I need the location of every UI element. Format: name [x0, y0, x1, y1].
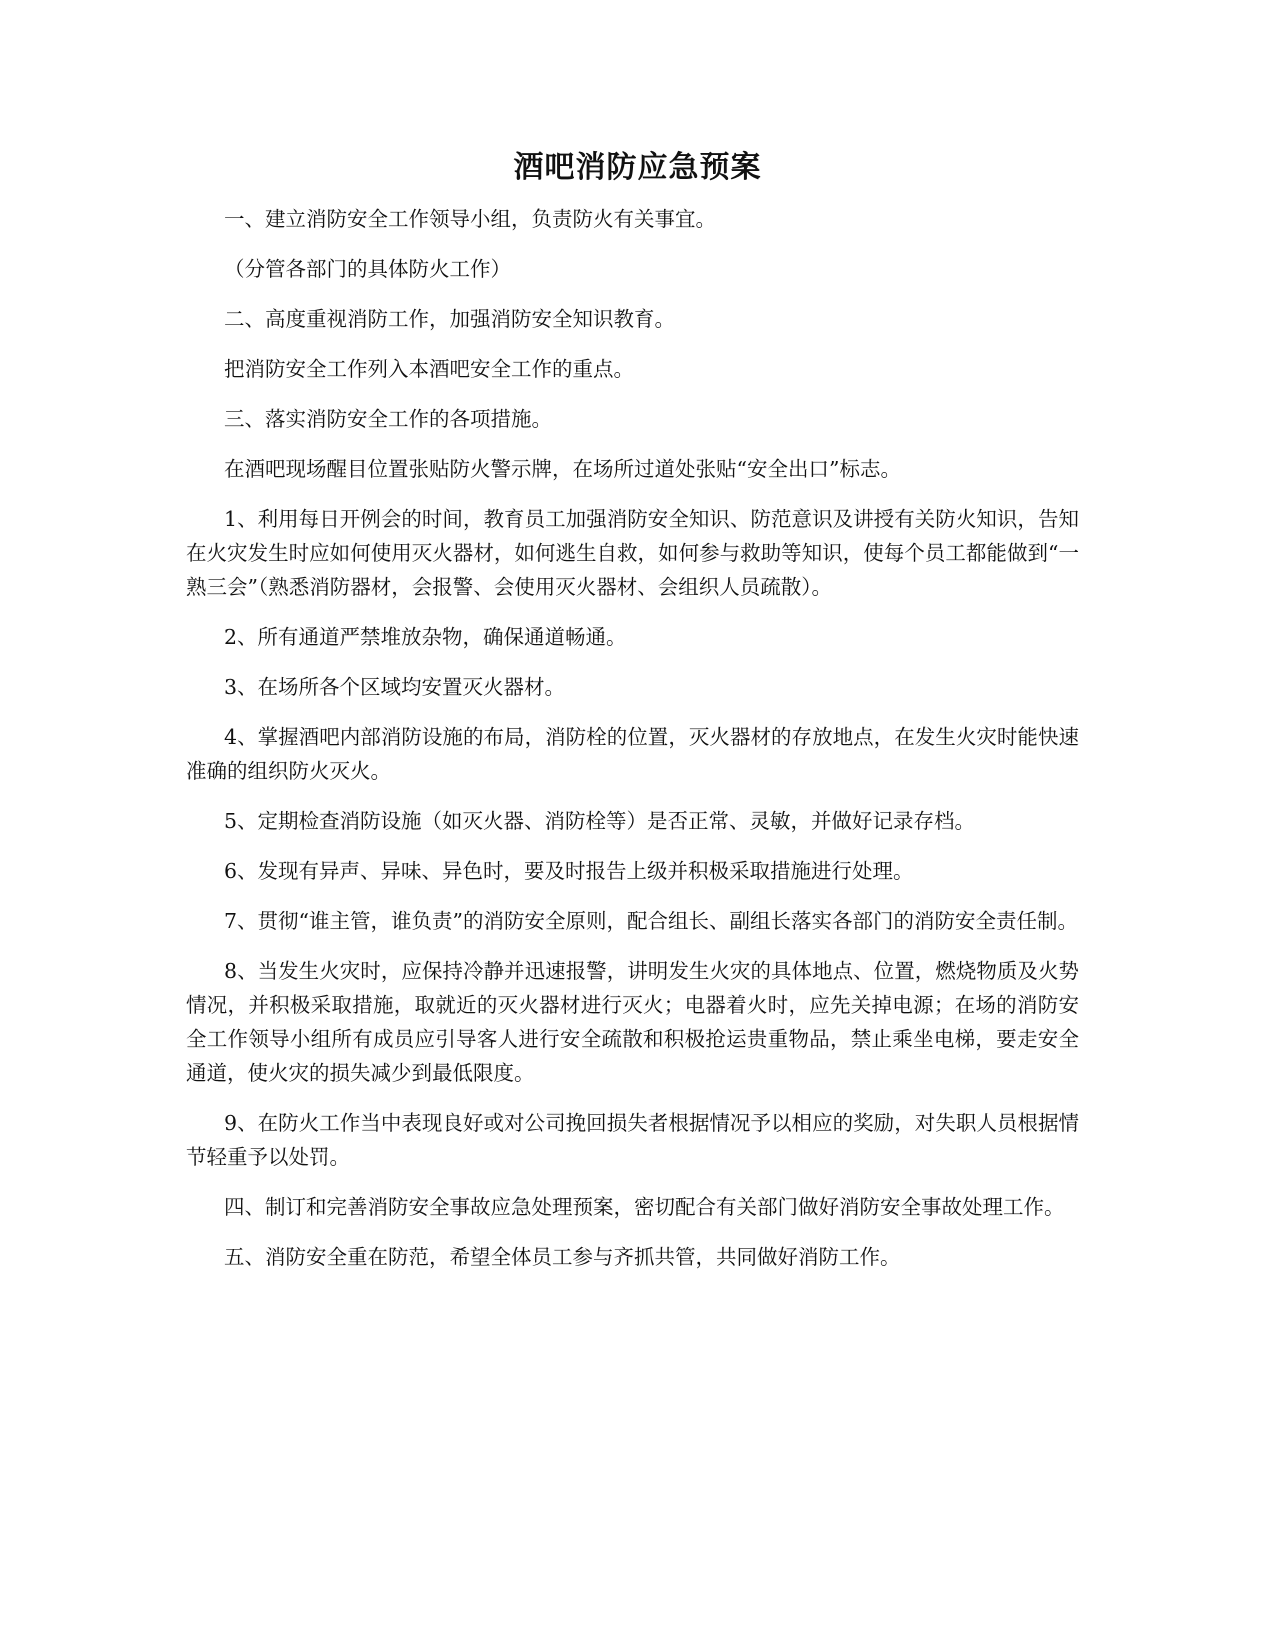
paragraph-9: 3、在场所各个区域均安置灭火器材。 [224, 675, 566, 699]
paragraph-15: 9、在防火工作当中表现良好或对公司挽回损失者根据情况予以相应的奖励，对失职人员根据情节轻重予以处罚。 [186, 1111, 1079, 1169]
paragraph-13: 7、贯彻“谁主管，谁负责”的消防安全原则，配合组长、副组长落实各部门的消防安全责任制。 [224, 909, 1079, 933]
paragraph-17: 五、消防安全重在防范，希望全体员工参与齐抓共管，共同做好消防工作。 [224, 1245, 901, 1269]
paragraph-5: 三、落实消防安全工作的各项措施。 [224, 407, 552, 431]
paragraph-7: 1、利用每日开例会的时间，教育员工加强消防安全知识、防范意识及讲授有关防火知识，告知在火灾发生时应如何使用灭火器材，如何逃生自救，如何参与救助等知识，使每个员工都能做到“一熟三会”（熟悉消防器材，会报警、会使用灭火器材、会组织人员疏散）。 [186, 507, 1079, 599]
paragraph-6: 在酒吧现场醒目位置张贴防火警示牌，在场所过道处张贴“安全出口”标志。 [224, 457, 901, 481]
document-title: 酒吧消防应急预案 [513, 150, 762, 185]
paragraph-2: （分管各部门的具体防火工作） [224, 257, 511, 281]
paragraph-14: 8、当发生火灾时，应保持冷静并迅速报警，讲明发生火灾的具体地点、位置，燃烧物质及火势情况，并积极采取措施，取就近的灭火器材进行灭火；电器着火时，应先关掉电源；在场的消防安全工作领导小组所有成员应引导客人进行安全疏散和积极抢运贵重物品，禁止乘坐电梯，要走安全通道，使火灾的损失减少到最低限度。 [186, 959, 1079, 1085]
paragraph-16: 四、制订和完善消防安全事故应急处理预案，密切配合有关部门做好消防安全事故处理工作。 [224, 1195, 1065, 1219]
paragraph-11: 5、定期检查消防设施（如灭火器、消防栓等）是否正常、灵敏，并做好记录存档。 [224, 809, 976, 833]
paragraph-8: 2、所有通道严禁堆放杂物，确保通道畅通。 [224, 625, 627, 649]
paragraph-10: 4、掌握酒吧内部消防设施的布局，消防栓的位置，灭火器材的存放地点，在发生火灾时能快速准确的组织防火灭火。 [186, 725, 1079, 783]
paragraph-3: 二、高度重视消防工作，加强消防安全知识教育。 [224, 307, 675, 331]
paragraph-4: 把消防安全工作列入本酒吧安全工作的重点。 [224, 357, 634, 381]
document-body [186, 202, 1079, 1290]
paragraph-1: 一、建立消防安全工作领导小组，负责防火有关事宜。 [224, 207, 716, 231]
paragraph-12: 6、发现有异声、异味、异色时，要及时报告上级并积极采取措施进行处理。 [224, 859, 914, 883]
